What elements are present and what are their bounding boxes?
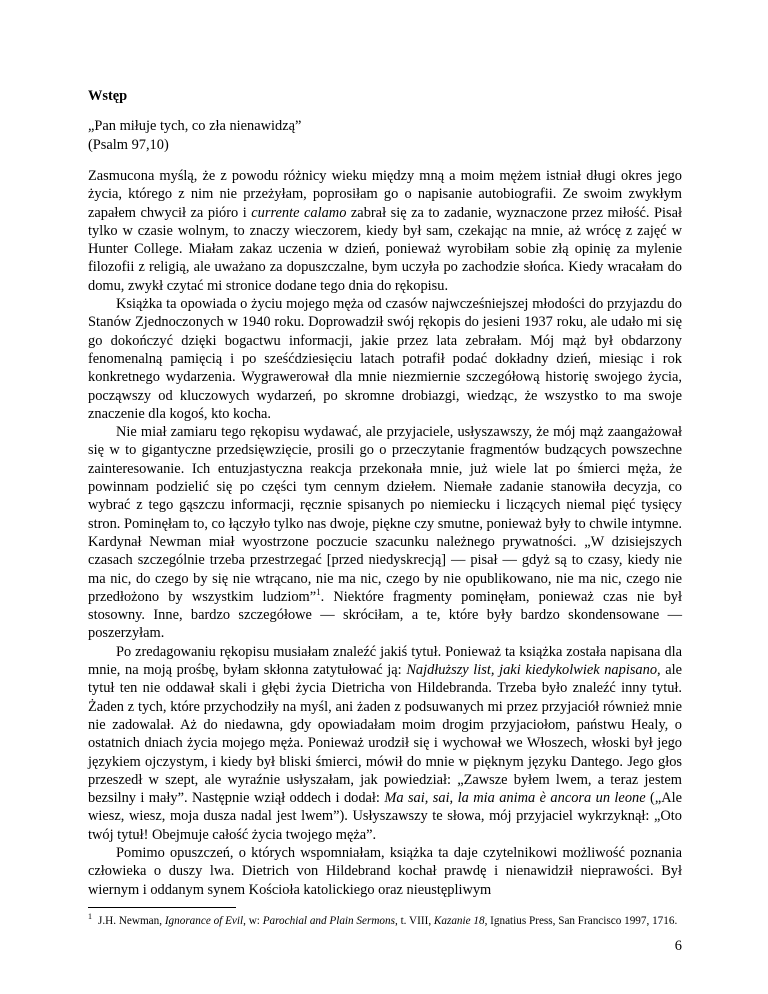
text-run: , Ignatius Press, San Francisco 1997, 1716.: [484, 915, 678, 927]
text-run: Pomimo opuszczeń, o których wspomniałam, książka ta daje czytelnikowi możliwość poznania człowieka o duszy lwa. Dietrich von Hildebrand kochał prawdę i nienawidził nieprawości. Był wiernym i oddanym synem Kościoła katolickiego oraz nieustępliwym: [88, 844, 682, 898]
footnote-number: 1: [88, 912, 92, 922]
paragraph: [88, 423, 682, 643]
footnote-separator: [88, 907, 236, 908]
chapter-heading: Wstęp: [88, 88, 128, 104]
italic-text: Najdłuższy list, jaki kiedykolwiek napisano: [406, 662, 658, 679]
text-run: , t. VIII,: [394, 915, 434, 927]
text-run: , w:: [243, 915, 263, 927]
text-run: Zasmucona myślą, że z powodu różnicy wieku między mną a moim mężem istniał długi okres jego życia, którego z nim nie przeżyłam, poprosiłam go o napisanie autobiografii. Ze swoim zwykłym zapałem chwycił za pióro i: [88, 168, 682, 221]
italic-text: Ignorance of Evil: [164, 915, 244, 927]
page-number: 6: [674, 938, 682, 954]
italic-text: Parochial and Plain Sermons: [262, 915, 395, 927]
text-run: Nie miał zamiaru tego rękopisu wydawać, ale przyjaciele, usłyszawszy, że mój mąż zaangażował się w to gigantyczne przedsięwzięcie, prosili go o przeczytanie fragmentów budzących powszechne zainteresowanie. Ich entuzjastyczna reakcja przekonała mnie, już wiele lat po śmierci męża, że powinnam podzielić się po części tym cennym dziełem. Niemałe zadanie stanowiła decyzja, co wybrać z tego gąszczu informacji, ręcznie spisanych po niemiecku i liczących niemal pięć tysięcy stron. Pominęłam to, co łączyło tylko nas dwoje, piękne czy smutne, ponieważ były to chwile intymne. Kardynał Newman miał wyostrzone poczucie szacunku należnego prywatności. „W dzisiejszych czasach szczególnie trzeba przestrzegać [przed niedyskrecją] — pisał — gdyż są to czasy, kiedy nie ma nic, do czego by się nie wtrącano, nie ma nic, czego by nie opublikowano, nie ma nic, czego nie przedłożono by wszystkim ludziom”: [88, 424, 682, 605]
text-run: J.H. Newman,: [98, 915, 165, 927]
text-run: , ale tytuł ten nie oddawał skali i głębi życia Dietricha von Hildebranda. Trzeba było znaleźć inny tytuł. Żaden z tych, które przychodziły na myśl, ani żaden z podsuwanych mi przez przyjaciół również mnie nie zadowalał. Aż do niedawna, gdy opowiadałam moim drogim przyjaciołom, państwu Healy, o ostatnich dniach życia mojego męża. Ponieważ urodził się i wychował we Włoszech, włoski był jego językiem ojczystym, i kiedy był bliski śmierci, mówił do mnie w pięknym języku Dantego. Jego głos przeszedł w szept, ale wyraźnie usłyszałam, jak powiedział: „Zawsze byłem lwem, a teraz jestem bezsilny i mały”. Następnie wziął oddech i dodał:: [88, 662, 683, 807]
paragraph: [88, 167, 682, 295]
body-text: [88, 167, 682, 899]
footnote: [88, 914, 682, 929]
text-run: zabrał się za to zadanie, wyznaczone przez miłość. Pisał tylko w czasie wolnym, to znaczy wieczorem, kiedy był sam, czekając na mnie, aż wrócę z zajęć w Hunter College. Miałam zakaz uczenia w dzień, ponieważ wyrobiłam sobie złą opinię za mylenie filozofii z religią, ale uważano za dopuszczalne, bym uczyła po zachodzie słońca. Kiedy wracałam do domu, zwykł czytać mi stronice dodane tego dnia do rękopisu.: [88, 204, 682, 294]
footnote-text: [98, 915, 677, 927]
text-run: („Ale wiesz, wiesz, moja dusza nadal jest lwem”). Usłyszawszy te słowa, mój przyjaciel wykrzyknął: „Oto twój tytuł! Obejmuje całość życia twojego męża”.: [88, 790, 682, 843]
italic-text: Kazanie 18: [433, 915, 485, 927]
epigraph-quote: „Pan miłuje tych, co zła nienawidzą”: [88, 118, 302, 134]
epigraph-source: (Psalm 97,10): [88, 136, 169, 153]
text-run: . Niektóre fragmenty pominęłam, ponieważ czas nie był stosowny. Inne, bardzo szczegółowe — skróciłam, a te, które były bardzo skondensowane — poszerzyłam.: [88, 588, 683, 642]
italic-text: currente calamo: [251, 204, 347, 221]
text-run: Po zredagowaniu rękopisu musiałam znaleźć jakiś tytuł. Ponieważ ta książka została napisana dla mnie, na moją prośbę, byłam skłonna zatytułować ją:: [88, 643, 682, 679]
footnote-reference: 1: [316, 587, 321, 598]
paragraph: [88, 844, 682, 899]
italic-text: Ma sai, sai, la mia anima è ancora un leone: [384, 790, 646, 807]
text-run: Książka ta opowiada o życiu mojego męża od czasów najwcześniejszej młodości do przyjazdu do Stanów Zjednoczonych w 1940 roku. Doprowadził swój rękopis do jesieni 1937 roku, ale udało mi się go dokończyć dzięki bogactwu informacji, jakie przez lata zebrałam. Mój mąż był obdarzony fenomenalną pamięcią i po sześćdziesięciu latach potrafił podać dokładny dzień, miesiąc i rok konkretnego wydarzenia. Wygrawerował dla mnie niezmiernie szczegółową historię swojego życia, począwszy od kluczowych wydarzeń, po skromne drobiazgi, wiedząc, że wszystko to ma swoje znaczenie dla kogoś, kto kocha.: [88, 296, 682, 422]
paragraph: [88, 643, 682, 844]
epigraph: [88, 117, 301, 154]
paragraph: [88, 295, 682, 423]
